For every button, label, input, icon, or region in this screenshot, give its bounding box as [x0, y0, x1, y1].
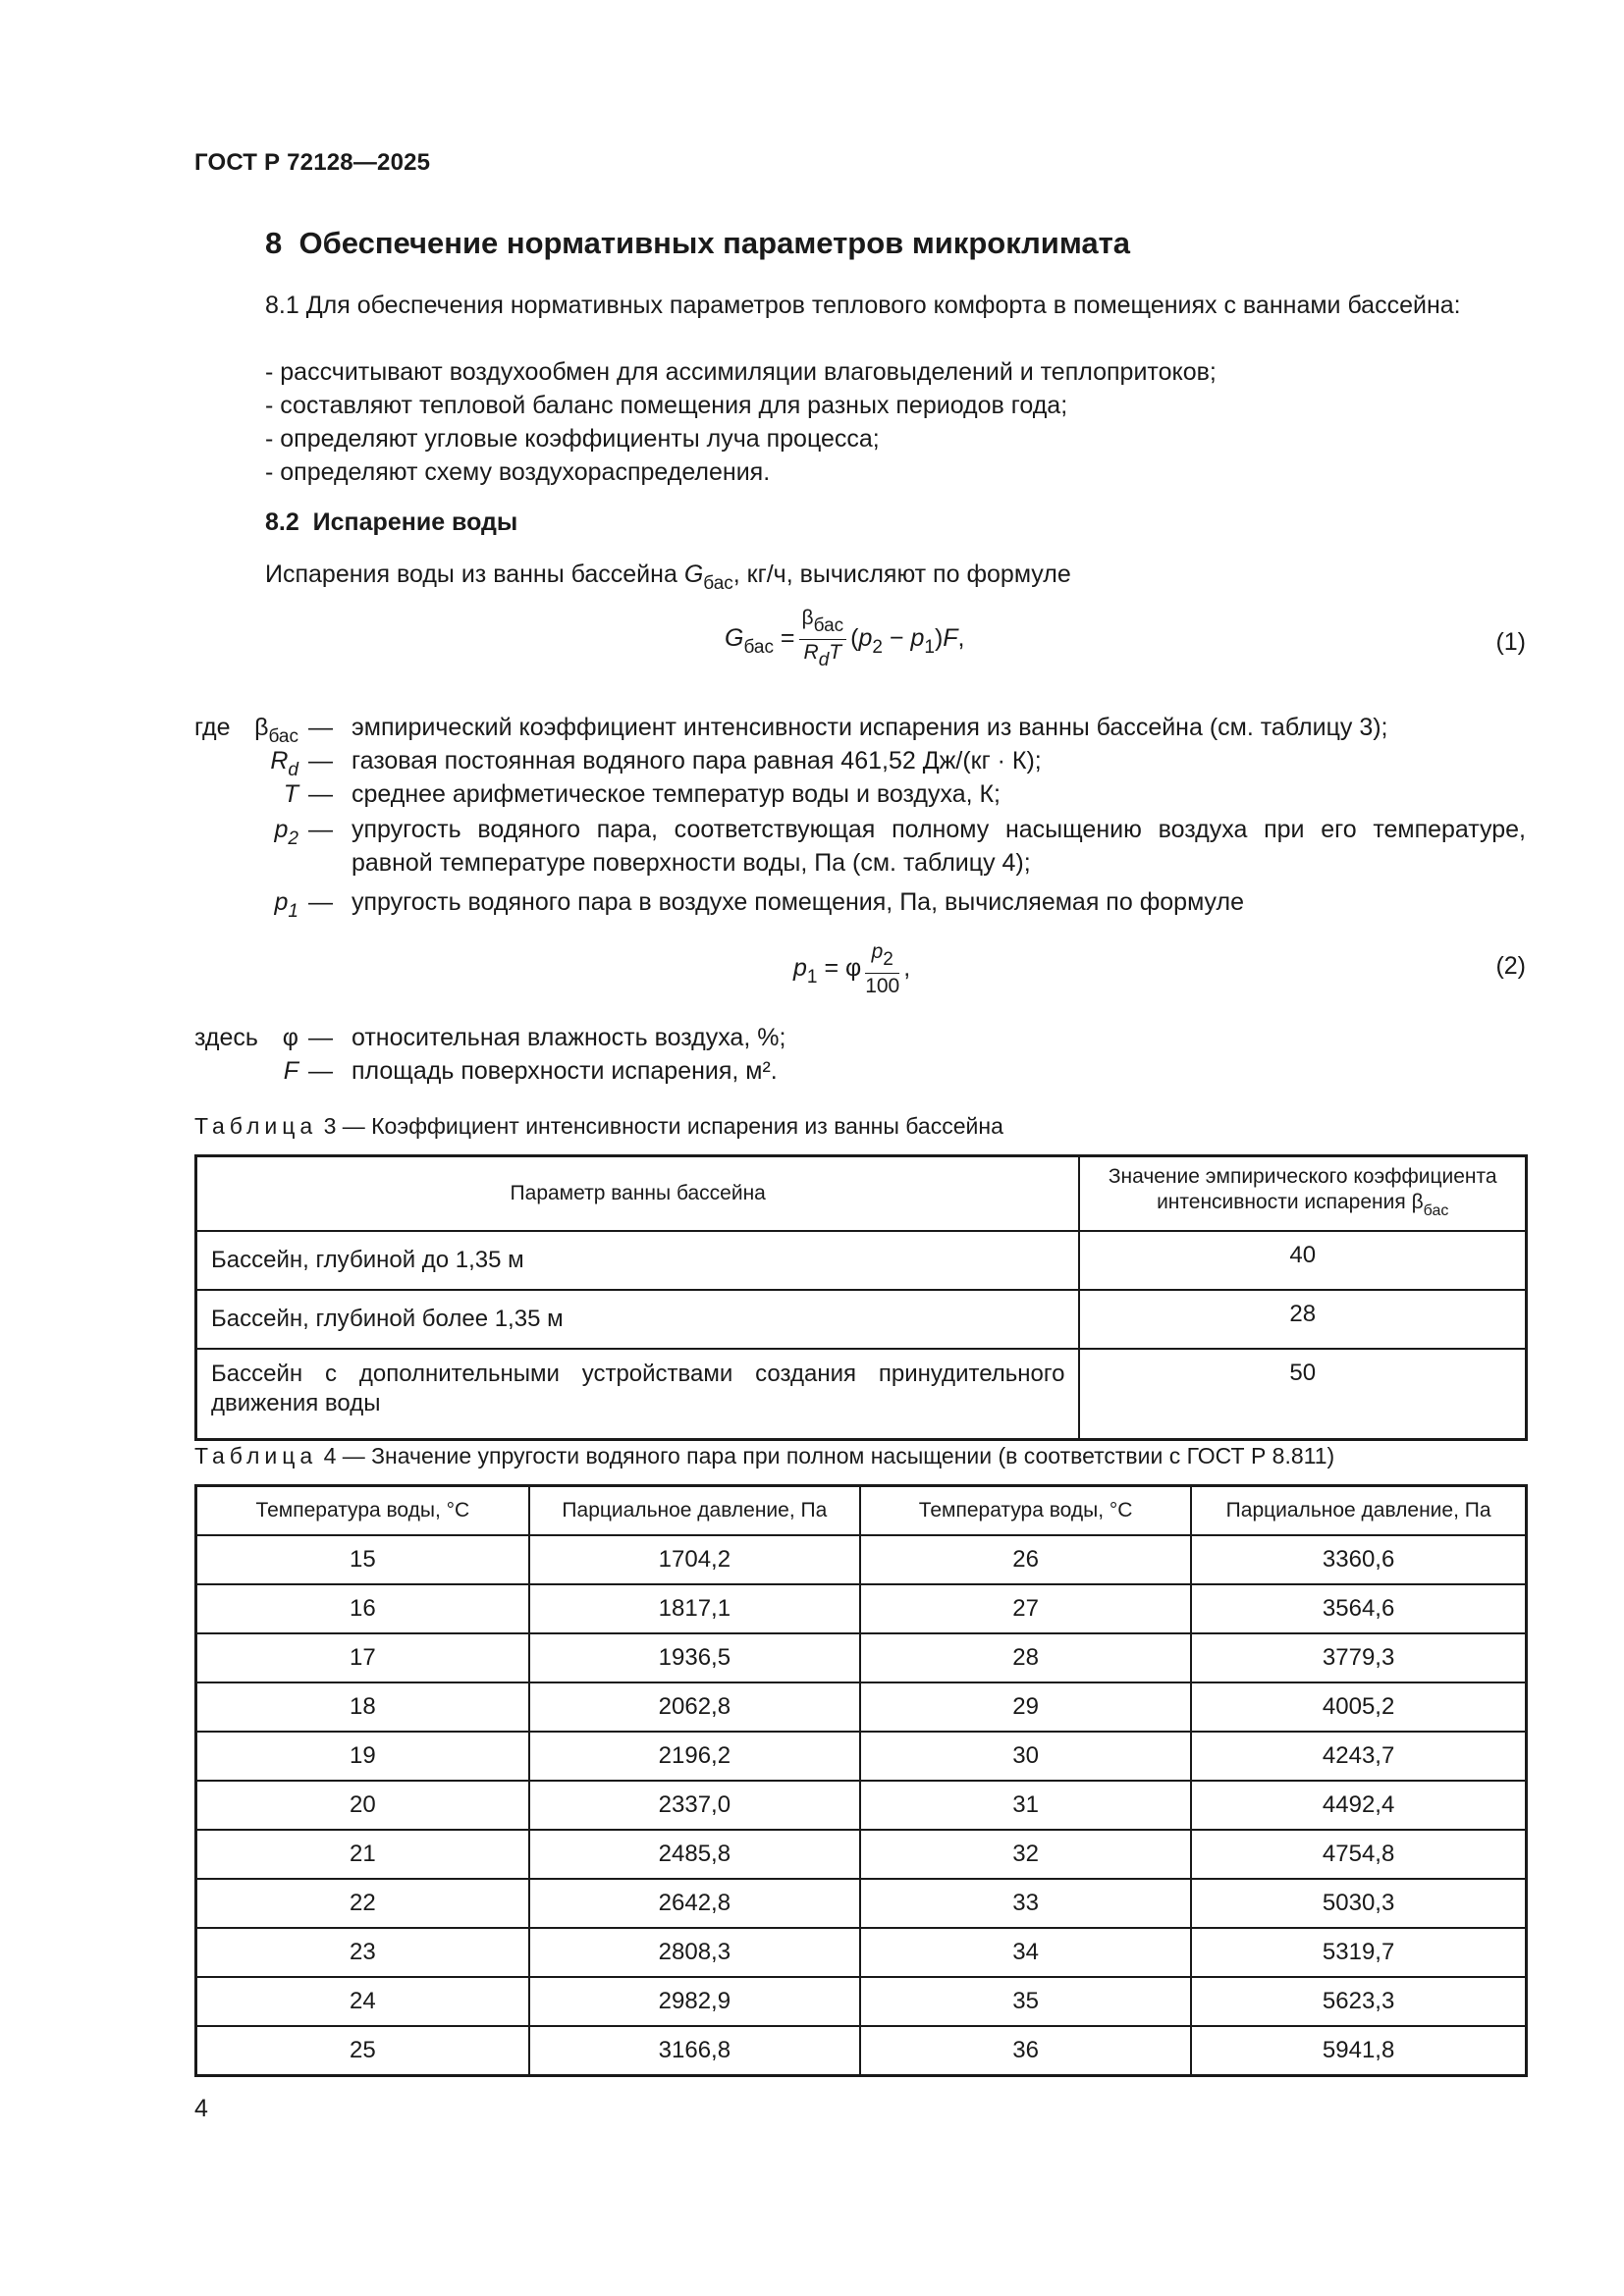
section-title [265, 226, 1130, 261]
formula1-num: β [801, 607, 814, 629]
table4-cell: 2337,0 [529, 1781, 860, 1830]
where-lead: где [194, 714, 231, 741]
where-dash: — [308, 1057, 333, 1085]
table4-header-cell: Температура воды, °C [860, 1486, 1191, 1536]
where-text: газовая постоянная водяного пара равная 461,52 Дж/(кг · К); [352, 747, 1042, 774]
table4-cell: 2808,3 [529, 1928, 860, 1977]
where-sym-main: p [274, 816, 289, 843]
table4-cell: 32 [860, 1830, 1191, 1879]
table4-cell: 5319,7 [1191, 1928, 1526, 1977]
table3-value-cell: 28 [1079, 1290, 1526, 1349]
table-3 [194, 1154, 1528, 1441]
table3-param-cell: Бассейн, глубиной более 1,35 м [196, 1290, 1080, 1349]
list-item: - определяют схему воздухораспределения. [265, 458, 771, 486]
formula2-comma: , [903, 954, 911, 983]
where-row [0, 1054, 1624, 1088]
where-symbol: φ [282, 1024, 298, 1051]
table4-cell: 20 [196, 1781, 529, 1830]
evaporation-intro [265, 558, 1071, 601]
table3-caption [194, 1113, 1003, 1140]
table3-header-value-sub: бас [1423, 1201, 1449, 1219]
formula1-lhs: G [725, 624, 744, 653]
equation-number-1: (1) [1495, 628, 1526, 656]
table4-cell: 22 [196, 1879, 529, 1928]
table4-cell: 3166,8 [529, 2026, 860, 2076]
table4-cell: 34 [860, 1928, 1191, 1977]
where-row [0, 744, 1624, 780]
table4-cell: 28 [860, 1633, 1191, 1682]
where-dash: — [308, 747, 333, 774]
table4-header-cell: Парциальное давление, Па [1191, 1486, 1526, 1536]
table4-cell: 4243,7 [1191, 1732, 1526, 1781]
table3-header-value-line2: интенсивности испарения β [1157, 1190, 1424, 1213]
evap-text-before: Испарения воды из ванны бассейна [265, 561, 684, 588]
formula-2 [793, 940, 910, 998]
formula1-fraction [799, 607, 847, 672]
table4-cell: 1936,5 [529, 1633, 860, 1682]
subsection-title-text: Испарение воды [312, 508, 518, 536]
where-row [0, 711, 1624, 747]
formula1-minus: − [882, 624, 911, 653]
where-symbol: F [283, 1057, 298, 1085]
where-text: упругость водяного пара, соответствующая полному насыщению воздуха при его температуре, равной температуре поверхности воды, Па (см. таблицу 4); [352, 816, 1526, 877]
table4-caption [194, 1443, 1334, 1469]
table4-cell: 3564,6 [1191, 1584, 1526, 1633]
where-text: относительная влажность воздуха, %; [352, 1024, 786, 1051]
where-text: упругость водяного пара в воздухе помещения, Па, вычисляемая по формуле [352, 888, 1244, 916]
table4-cell: 18 [196, 1682, 529, 1732]
table-row [196, 1928, 1527, 1977]
formula1-p1-sub: 1 [924, 637, 935, 659]
subsection-title [265, 508, 517, 537]
formula2-fraction [865, 940, 899, 998]
formula1-num-sub: бас [813, 615, 844, 636]
where-dash: — [308, 888, 333, 916]
table4-header-cell: Парциальное давление, Па [529, 1486, 860, 1536]
where-dash: — [308, 714, 333, 741]
where-symbol [236, 885, 298, 929]
table4-cell: 2062,8 [529, 1682, 860, 1732]
formula2-num: p [871, 940, 884, 963]
formula1-denominator [799, 640, 847, 672]
formula1-paren-open: ( [850, 624, 859, 653]
table-row [196, 1584, 1527, 1633]
formula2-numerator [865, 940, 899, 974]
table4-cell: 19 [196, 1732, 529, 1781]
table-row [196, 1682, 1527, 1732]
table4-caption-text: 4 — Значение упругости водяного пара при полном насыщении (в соответствии с ГОСТ Р 8.811) [317, 1443, 1335, 1468]
formula1-paren-close: ) [934, 624, 944, 653]
where-symbol [236, 813, 298, 856]
table4-cell: 30 [860, 1732, 1191, 1781]
table4-cell: 2642,8 [529, 1879, 860, 1928]
table3-header-value-line1: Значение эмпирического коэффициента [1108, 1164, 1497, 1188]
table-row [196, 1290, 1527, 1349]
table-row [196, 1231, 1527, 1290]
where-sym-main: T [283, 780, 298, 808]
table4-cell: 5623,3 [1191, 1977, 1526, 2026]
where-text: эмпирический коэффициент интенсивности испарения из ванны бассейна (см. таблицу 3); [352, 714, 1388, 741]
list-item: - рассчитывают воздухообмен для ассимиляции влаговыделений и теплопритоков; [265, 358, 1217, 386]
where-sym-main: β [254, 714, 269, 741]
formula1-p2-sub: 2 [872, 637, 883, 659]
formula2-den: 100 [865, 975, 900, 997]
table4-cell: 26 [860, 1535, 1191, 1584]
formula1-p1: p [910, 624, 925, 653]
table-row [196, 2026, 1527, 2076]
table3-caption-text: 3 — Коэффициент интенсивности испарения из ванны бассейна [317, 1113, 1003, 1139]
where-sym-sub: 1 [288, 901, 298, 922]
where-text: площадь поверхности испарения, м². [352, 1057, 778, 1085]
table3-label: Таблица [194, 1113, 318, 1139]
table4-cell: 5030,3 [1191, 1879, 1526, 1928]
evap-text-after: , кг/ч, вычисляют по формуле [732, 561, 1071, 588]
formula1-den2: T [829, 641, 842, 664]
where-text: среднее арифметическое температур воды и воздуха, К; [352, 780, 1001, 808]
table4-header-cell: Температура воды, °C [196, 1486, 529, 1536]
table4-cell: 2196,2 [529, 1732, 860, 1781]
table4-cell: 17 [196, 1633, 529, 1682]
table3-value-cell: 40 [1079, 1231, 1526, 1290]
table4-cell: 4005,2 [1191, 1682, 1526, 1732]
table4-cell: 1817,1 [529, 1584, 860, 1633]
table4-cell: 25 [196, 2026, 529, 2076]
where-lead: здесь [194, 1024, 258, 1051]
table4-cell: 4754,8 [1191, 1830, 1526, 1879]
table4-cell: 33 [860, 1879, 1191, 1928]
list-item: - определяют угловые коэффициенты луча процесса; [265, 425, 880, 453]
table4-cell: 1704,2 [529, 1535, 860, 1584]
where-row [0, 1021, 1624, 1054]
table4-cell: 31 [860, 1781, 1191, 1830]
table4-cell: 2982,9 [529, 1977, 860, 2026]
table3-header-param: Параметр ванны бассейна [196, 1156, 1080, 1232]
table4-cell: 21 [196, 1830, 529, 1879]
table4-cell: 4492,4 [1191, 1781, 1526, 1830]
where-dash: — [308, 780, 333, 808]
formula1-lhs-sub: бас [743, 637, 774, 659]
formula-1 [725, 607, 965, 672]
where-sym-main: R [270, 747, 289, 774]
table4-cell: 23 [196, 1928, 529, 1977]
where-sym-sub: d [288, 760, 298, 780]
formula1-numerator [799, 607, 847, 640]
formula1-den-sub: d [818, 650, 830, 670]
evap-symbol: G [683, 561, 704, 588]
table4-cell: 27 [860, 1584, 1191, 1633]
table3-value-cell: 50 [1079, 1349, 1526, 1440]
paragraph-8-1: 8.1 Для обеспечения нормативных параметров теплового комфорта в помещениях с ваннами бассейна: [265, 292, 1461, 319]
table4-cell: 3360,6 [1191, 1535, 1526, 1584]
table4-cell: 24 [196, 1977, 529, 2026]
where-dash: — [308, 1024, 333, 1051]
list-item: - составляют тепловой баланс помещения для разных периодов года; [265, 392, 1068, 419]
page-number: 4 [194, 2095, 208, 2122]
table4-cell: 16 [196, 1584, 529, 1633]
formula1-eq: = [780, 624, 795, 653]
formula2-lhs-sub: 1 [806, 967, 818, 988]
document-header: ГОСТ Р 72128—2025 [194, 149, 431, 176]
where-sym-main: p [274, 888, 289, 916]
table3-param-cell: Бассейн с дополнительными устройствами создания принудительного движения воды [196, 1349, 1080, 1440]
table3-header-value [1079, 1156, 1526, 1232]
formula2-lhs: p [793, 954, 807, 983]
table4-cell: 2485,8 [529, 1830, 860, 1879]
where-row [0, 777, 1624, 811]
table4-cell: 36 [860, 2026, 1191, 2076]
subsection-number: 8.2 [265, 508, 299, 536]
where-sym-sub: бас [268, 726, 298, 747]
table4-cell: 35 [860, 1977, 1191, 2026]
formula1-comma: , [957, 624, 965, 653]
table4-cell: 15 [196, 1535, 529, 1584]
table-row [196, 1349, 1527, 1440]
where-row [0, 813, 1624, 880]
evap-symbol-sub: бас [703, 573, 733, 594]
table4-cell: 29 [860, 1682, 1191, 1732]
equation-number-2: (2) [1495, 952, 1526, 980]
formula2-eq: = φ [824, 954, 862, 983]
table-row [196, 1879, 1527, 1928]
where-dash: — [308, 816, 333, 843]
formula1-den: R [803, 641, 819, 664]
table-4 [194, 1484, 1528, 2077]
table-row [196, 1977, 1527, 2026]
formula2-num-sub: 2 [883, 949, 893, 970]
where-row [0, 885, 1624, 922]
table-row [196, 1633, 1527, 1682]
section-number: 8 [265, 226, 283, 260]
section-title-text: Обеспечение нормативных параметров микроклимата [298, 226, 1131, 260]
formula1-tail: F [943, 624, 958, 653]
table4-cell: 3779,3 [1191, 1633, 1526, 1682]
table-row [196, 1732, 1527, 1781]
table-row [196, 1781, 1527, 1830]
table4-cell: 5941,8 [1191, 2026, 1526, 2076]
table4-label: Таблица [194, 1443, 318, 1468]
table-row [196, 1830, 1527, 1879]
where-sym-sub: 2 [288, 828, 298, 849]
table3-param-cell: Бассейн, глубиной до 1,35 м [196, 1231, 1080, 1290]
formula1-p2: p [858, 624, 873, 653]
table-row [196, 1535, 1527, 1584]
